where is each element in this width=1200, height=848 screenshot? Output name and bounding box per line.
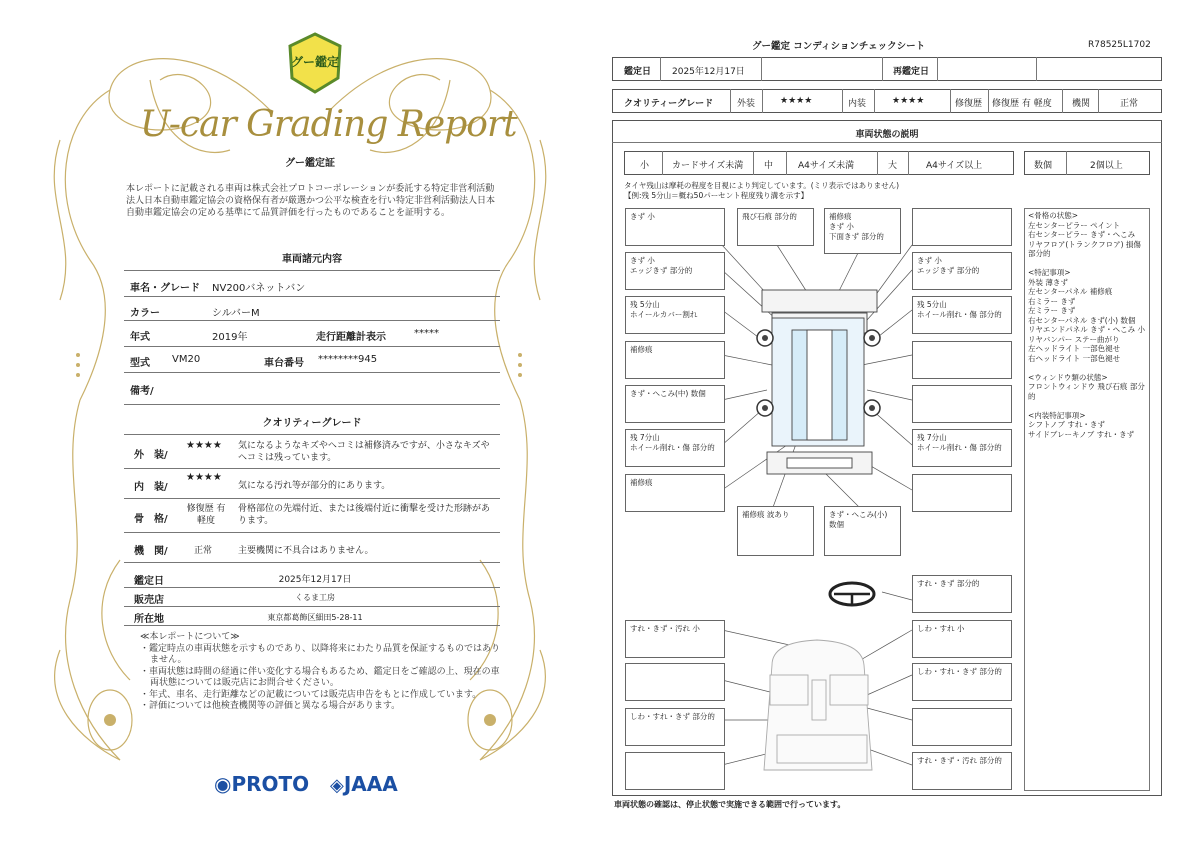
color-value: シルバーM — [212, 308, 260, 319]
condition-box: きず・へこみ(小) 数個 — [824, 506, 901, 556]
condition-box: すれ・きず・汚れ 部分的 — [912, 752, 1012, 790]
divider — [124, 434, 500, 435]
chassis-value: ********945 — [318, 354, 378, 365]
grade-label: クオリティーグレード — [624, 99, 714, 109]
year-label: 年式 — [130, 332, 150, 343]
tire-note-example: 【例:残 5分山＝概ね50パーセント程度残り溝を示す】 — [624, 191, 809, 200]
notes — [140, 632, 500, 713]
condition-box: 補修痕 きず 小 下面きず 部分的 — [824, 208, 901, 254]
legend-mid-desc: A4サイズ未満 — [798, 161, 855, 171]
divider — [124, 468, 500, 469]
condition-box — [625, 663, 725, 701]
condition-box — [625, 752, 725, 790]
divider — [124, 270, 500, 271]
date-value: 2025年12月17日 — [672, 67, 745, 77]
condition-box: 飛び石痕 部分的 — [737, 208, 814, 246]
divider — [124, 320, 500, 321]
condition-box: 補修痕 — [625, 474, 725, 512]
legend-small-desc: カードサイズ未満 — [672, 161, 744, 171]
condition-box: きず 小 — [625, 208, 725, 246]
condition-box: 残 7分山 ホイール削れ・傷 部分的 — [625, 429, 725, 467]
note-item: ・年式、車名、走行距離などの記載については販売店申告をもとに作成しています。 — [140, 689, 482, 700]
legend-small: 小 — [640, 161, 650, 171]
divider — [124, 296, 500, 297]
footer-note: 車両状態の確認は、停止状態で実施できる範囲で行っています。 — [614, 800, 846, 809]
condition-box: きず・へこみ(中) 数個 — [625, 385, 725, 423]
condition-box: 残 7分山 ホイール削れ・傷 部分的 — [912, 429, 1012, 467]
condition-box — [912, 385, 1012, 423]
tire-note: タイヤ残山は摩耗の程度を目視により判定しています。(ミリ表示ではありません) — [624, 181, 900, 190]
interior-value: ★★★★ — [892, 96, 925, 106]
divider — [124, 498, 500, 499]
quality-label: 内 装/ — [134, 482, 168, 493]
dealer-value: くるま工房 — [295, 593, 335, 602]
quality-value: ★★★★ — [186, 472, 222, 483]
quality-label: 骨 格/ — [134, 514, 168, 525]
divider — [124, 404, 500, 405]
repair-label: 修復歴 — [955, 99, 983, 109]
legend-count-desc: 2個以上 — [1090, 161, 1123, 171]
condition-box: すれ・きず 部分的 — [912, 575, 1012, 613]
condition-box: きず 小 エッジきず 部分的 — [912, 252, 1012, 290]
divider — [124, 625, 500, 626]
divider — [124, 606, 500, 607]
engine-label: 機関 — [1072, 99, 1091, 109]
interior-label: 内装 — [848, 99, 867, 109]
note-item: ・鑑定時点の車両状態を示すものであり、以降将来にわたり品質を保証するものではありません。 — [140, 643, 501, 665]
redate-label: 再鑑定日 — [893, 67, 930, 77]
section-title: 車両状態の説明 — [855, 130, 919, 140]
condition-box: 補修痕 — [625, 341, 725, 379]
condition-box: すれ・きず・汚れ 小 — [625, 620, 725, 658]
name-value: NV200バネットバン — [212, 283, 306, 294]
legend-large: 大 — [888, 161, 898, 171]
condition-box — [912, 708, 1012, 746]
engine-value: 正常 — [1120, 99, 1139, 109]
quality-desc: 気になる汚れ等が部分的にあります。 — [238, 481, 391, 491]
legend-mid: 中 — [764, 161, 774, 171]
mileage-label: 走行距離計表示 — [316, 332, 386, 343]
dealer-label: 販売店 — [134, 595, 164, 606]
divider — [124, 372, 500, 373]
condition-box — [912, 474, 1012, 512]
report-title: U-car Grading Report — [140, 104, 517, 145]
notes-panel: <骨格の状態> 左センターピラー ペイント 右センターピラー きず・へこみ リヤフロア(トランクフロア) 損傷部分的 <特記事項> 外装 薄きず 左センターパネル 補修痕 右ミラー きず 左ミラー きず 右センターパネル きず(小) 数個 リヤエンドパネル きず・へこみ 小 リヤバンパー ステー曲がり 左ヘッドライト 一部色褪せ 右ヘッドライト 一部色褪せ <ウィンドウ類の状態> フロントウィンドウ 飛び石痕 部分的 <内装特記事項> シフトノブ すれ・きず サイドブレーキノブ すれ・きず — [1024, 208, 1150, 791]
date-value: 2025年12月17日 — [278, 575, 352, 585]
date-label: 鑑定日 — [624, 67, 652, 77]
exterior-label: 外装 — [737, 99, 756, 109]
date-label: 鑑定日 — [134, 576, 164, 587]
legend-large-desc: A4サイズ以上 — [926, 161, 983, 171]
quality-value: 正常 — [194, 546, 213, 556]
remarks-label: 備考/ — [130, 386, 154, 397]
exterior-value: ★★★★ — [780, 96, 813, 106]
divider — [124, 562, 500, 563]
quality-desc: 気になるようなキズやヘコミは補修済みですが、小さなキズやヘコミは残っています。 — [238, 441, 490, 463]
reference-number: R78525L1702 — [1088, 40, 1151, 50]
divider — [124, 346, 500, 347]
chassis-label: 車台番号 — [264, 358, 304, 369]
quality-value: 修復歴 有 軽度 — [186, 504, 226, 526]
intro-text: 本レポートに記載される車両は株式会社プロトコーポレーションが委託する特定非営利活動法人日本自動車鑑定協会の資格保有者が厳選かつ公平な検査を行い特定非営利活動法人日本自動車鑑定協会の定める基準にて品質評価を行ったものであることを証明する。 — [126, 184, 496, 218]
quality-label: 外 装/ — [134, 450, 168, 461]
condition-box: しわ・すれ・きず 部分的 — [625, 708, 725, 746]
divider — [124, 532, 500, 533]
quality-desc: 主要機関に不具合はありません。 — [238, 546, 374, 556]
model-label: 型式 — [130, 358, 150, 369]
legend-count: 数個 — [1034, 161, 1053, 171]
quality-desc: 骨格部位の先端付近、または後端付近に衝撃を受けた形跡があります。 — [238, 504, 491, 526]
condition-box — [912, 341, 1012, 379]
badge-text: グー鑑定 — [290, 55, 340, 69]
quality-label: 機 関/ — [134, 546, 168, 557]
mileage-value: ***** — [414, 328, 439, 339]
notes-heading: ≪本レポートについて≫ — [140, 632, 240, 642]
cert-heading: グー鑑定証 — [285, 158, 335, 169]
condition-box: しわ・すれ・きず 部分的 — [912, 663, 1012, 701]
quality-heading: クオリティーグレード — [262, 418, 362, 429]
condition-box — [912, 208, 1012, 246]
goo-badge-logo — [286, 32, 344, 94]
address-value: 東京都葛飾区細田5-28-11 — [267, 613, 363, 622]
divider — [124, 587, 500, 588]
spec-heading: 車両諸元内容 — [282, 254, 342, 265]
model-value: VM20 — [172, 354, 201, 365]
jaaa-logo: ◈JAAA — [330, 772, 398, 796]
condition-box: 残 5分山 ホイール削れ・傷 部分的 — [912, 296, 1012, 334]
sheet-title: グー鑑定 コンディションチェックシート — [752, 41, 926, 52]
condition-box: きず 小 エッジきず 部分的 — [625, 252, 725, 290]
condition-box: しわ・すれ 小 — [912, 620, 1012, 658]
condition-box: 補修痕 波あり — [737, 506, 814, 556]
name-label: 車名・グレード — [130, 283, 200, 294]
color-label: カラー — [130, 308, 160, 319]
note-item: ・車両状態は時間の経過に伴い変化する場合もあるため、鑑定日をご確認の上、現在の車両状態については販売店にお問合せください。 — [140, 666, 500, 688]
repair-value: 修復歴 有 軽度 — [992, 99, 1052, 109]
condition-box: 残 5分山 ホイールカバー割れ — [625, 296, 725, 334]
proto-logo: ◉PROTO — [214, 772, 310, 796]
address-label: 所在地 — [134, 614, 164, 625]
quality-value: ★★★★ — [186, 440, 222, 451]
note-item: ・評価については他検査機関等の評価と異なる場合があります。 — [140, 701, 401, 711]
year-value: 2019年 — [212, 332, 248, 343]
